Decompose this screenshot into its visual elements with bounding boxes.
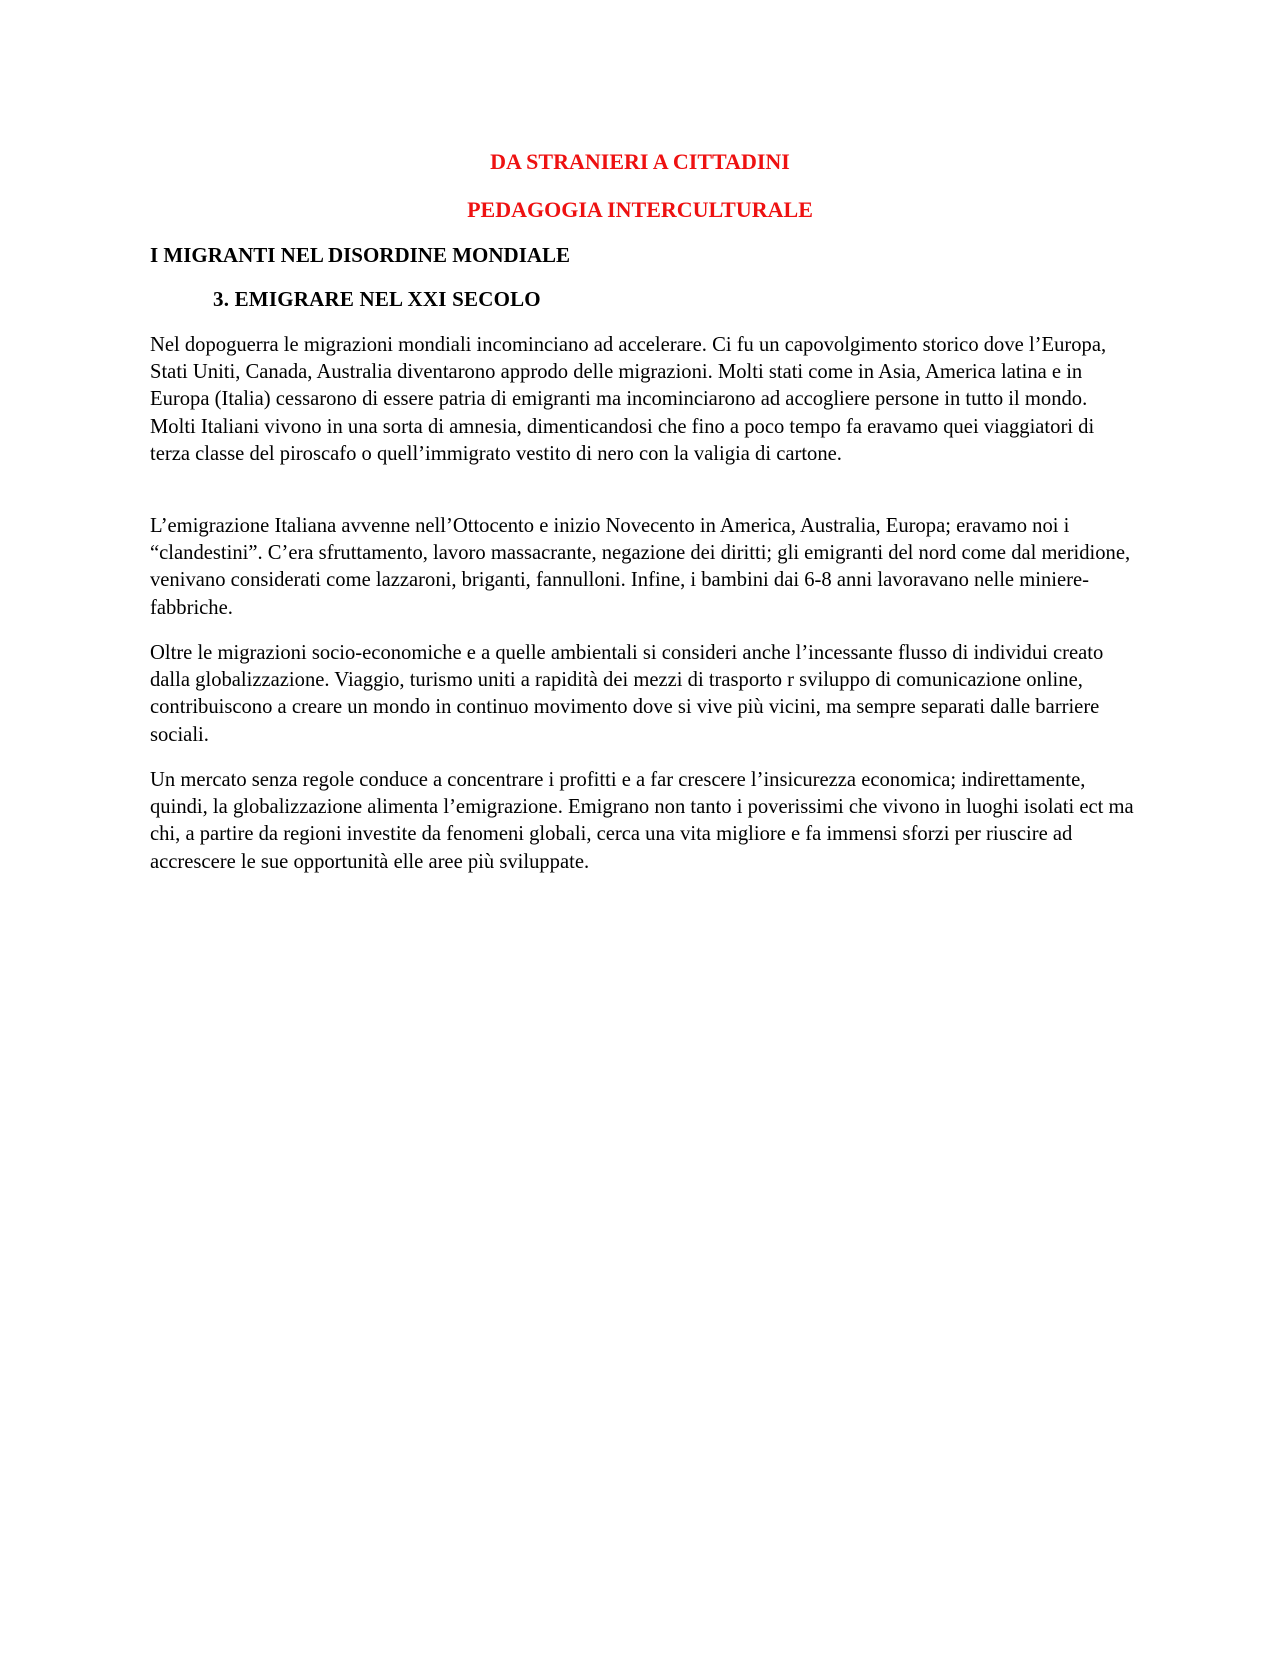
subsection-heading: 3. EMIGRARE NEL XXI SECOLO [213, 287, 541, 311]
body-paragraph: Un mercato senza regole conduce a concentrare i profitti e a far crescere l’insicurezza economica; indirettamente, quindi, la globalizzazione alimenta l’emigrazione. Emigrano non tanto i poverissimi che vivono in luoghi isolati ect ma chi, a partire da regioni investite da fenomeni globali, cerca una vita migliore e fa immensi sforzi per riuscire ad accrescere le sue opportunità elle aree più sviluppate. [150, 769, 1134, 873]
body-paragraph: Oltre le migrazioni socio-economiche e a quelle ambientali si consideri anche l’incessante flusso di individui creato dalla globalizzazione. Viaggio, turismo uniti a rapidità dei mezzi di trasporto r sviluppo di comunicazione online, contribuiscono a creare un mondo in continuo movimento dove si vive più vicini, ma sempre separati dalle barriere sociali. [150, 642, 1104, 746]
section-heading: I MIGRANTI NEL DISORDINE MONDIALE [150, 243, 571, 267]
body-paragraph: L’emigrazione Italiana avvenne nell’Ottocento e inizio Novecento in America, Australia, Europa; eravamo noi i “clandestini”. C’era sfruttamento, lavoro massacrante, negazione dei diritti; gli emigranti del nord come dal meridione, venivano considerati come lazzaroni, briganti, fannulloni. Infine, i bambini dai 6-8 anni lavoravano nelle miniere-fabbriche. [150, 515, 1131, 619]
body-paragraph: Nel dopoguerra le migrazioni mondiali incominciano ad accelerare. Ci fu un capovolgimento storico dove l’Europa, Stati Uniti, Canada, Australia diventarono approdo delle migrazioni. Molti stati come in Asia, America latina e in Europa (Italia) cessarono di essere patria di emigranti ma incominciarono ad accogliere persone in tutto il mondo. Molti Italiani vivono in una sorta di amnesia, dimenticandosi che fino a poco tempo fa eravamo quei viaggiatori di terza classe del piroscafo o quell’immigrato vestito di nero con la valigia di cartone. [150, 334, 1107, 465]
document-subtitle: PEDAGOGIA INTERCULTURALE [467, 197, 813, 222]
document-title: DA STRANIERI A CITTADINI [490, 149, 790, 174]
